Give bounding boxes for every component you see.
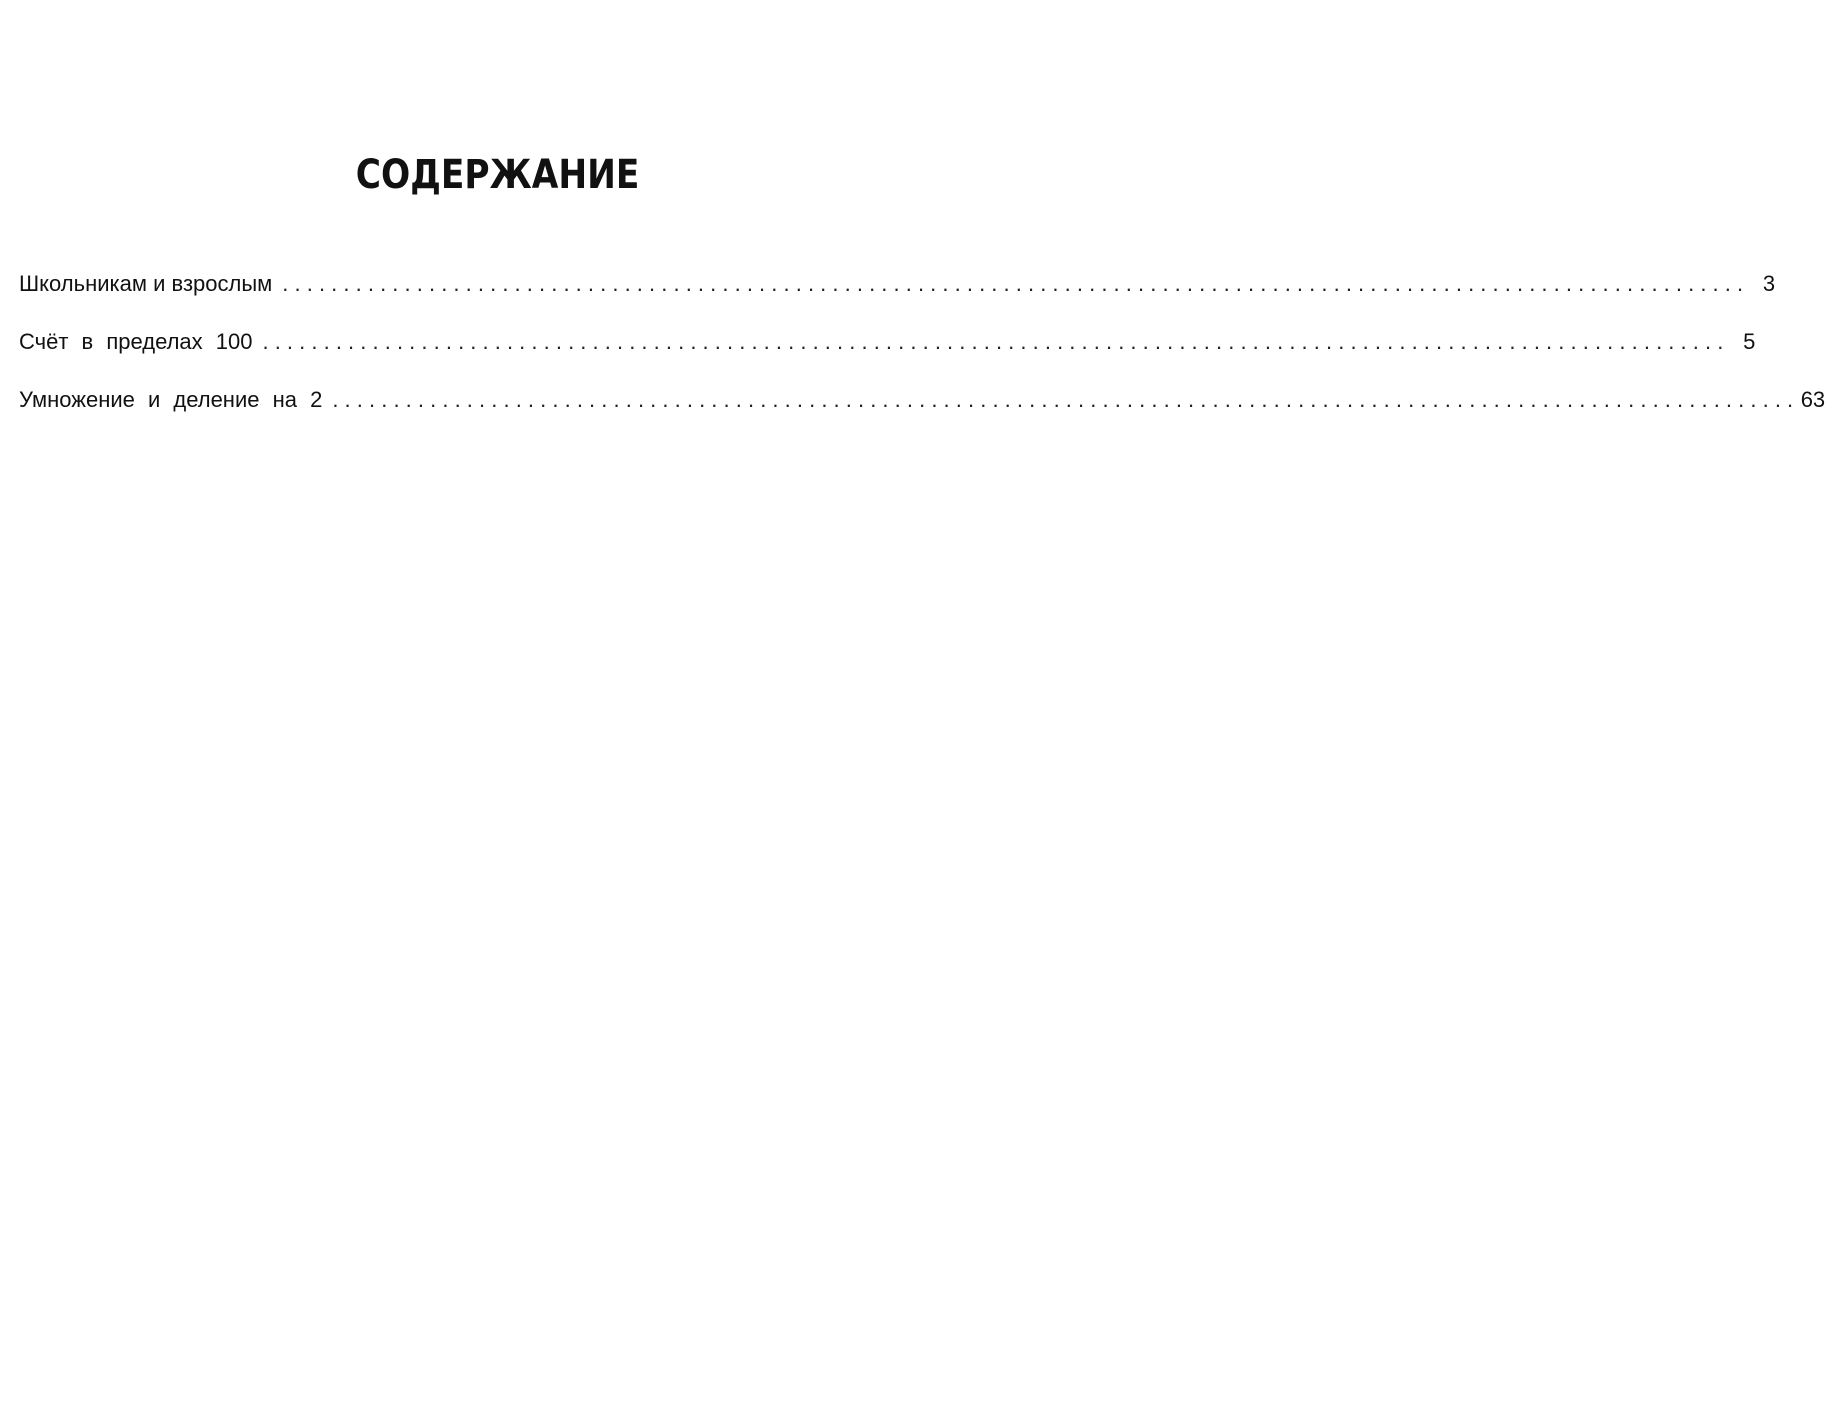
toc-entry-label: Счёт в пределах 100 <box>19 329 253 354</box>
table-of-contents <box>19 268 1825 442</box>
toc-entry-page: 3 <box>1762 271 1776 296</box>
toc-entry-page: 5 <box>1743 329 1756 354</box>
toc-entry[interactable] <box>19 384 1825 442</box>
toc-entry[interactable] <box>19 268 1776 326</box>
toc-leader-dots: . . . . . . . . . . . . . . . . . . . . . . . . . . . . . . . . . . . . . . . . . . . . . . . . . . . . . . . . . . . . . . . . . . . . . . . . . . . . . . . . . . . . . . . . . . . . . . . . . . . . . . . . . . . . . . . . . . . . . . . . <box>332 387 1794 412</box>
toc-entry-page: 63 <box>1800 387 1825 412</box>
toc-entry-label: Умножение и деление на 2 <box>19 387 323 412</box>
toc-leader-dots: . . . . . . . . . . . . . . . . . . . . . . . . . . . . . . . . . . . . . . . . . . . . . . . . . . . . . . . . . . . . . . . . . . . . . . . . . . . . . . . . . . . . . . . . . . . . . . . . . . . . . . . . . . . . . . . . . . . . . . . . <box>262 329 1724 354</box>
toc-leader-dots: . . . . . . . . . . . . . . . . . . . . . . . . . . . . . . . . . . . . . . . . . . . . . . . . . . . . . . . . . . . . . . . . . . . . . . . . . . . . . . . . . . . . . . . . . . . . . . . . . . . . . . . . . . . . . . . . . . . . . . . . <box>282 271 1744 296</box>
page-title: СОДЕРЖАНИЕ <box>355 152 640 198</box>
toc-entry[interactable] <box>19 326 1756 384</box>
toc-entry-label: Школьникам и взрослым <box>19 271 273 296</box>
